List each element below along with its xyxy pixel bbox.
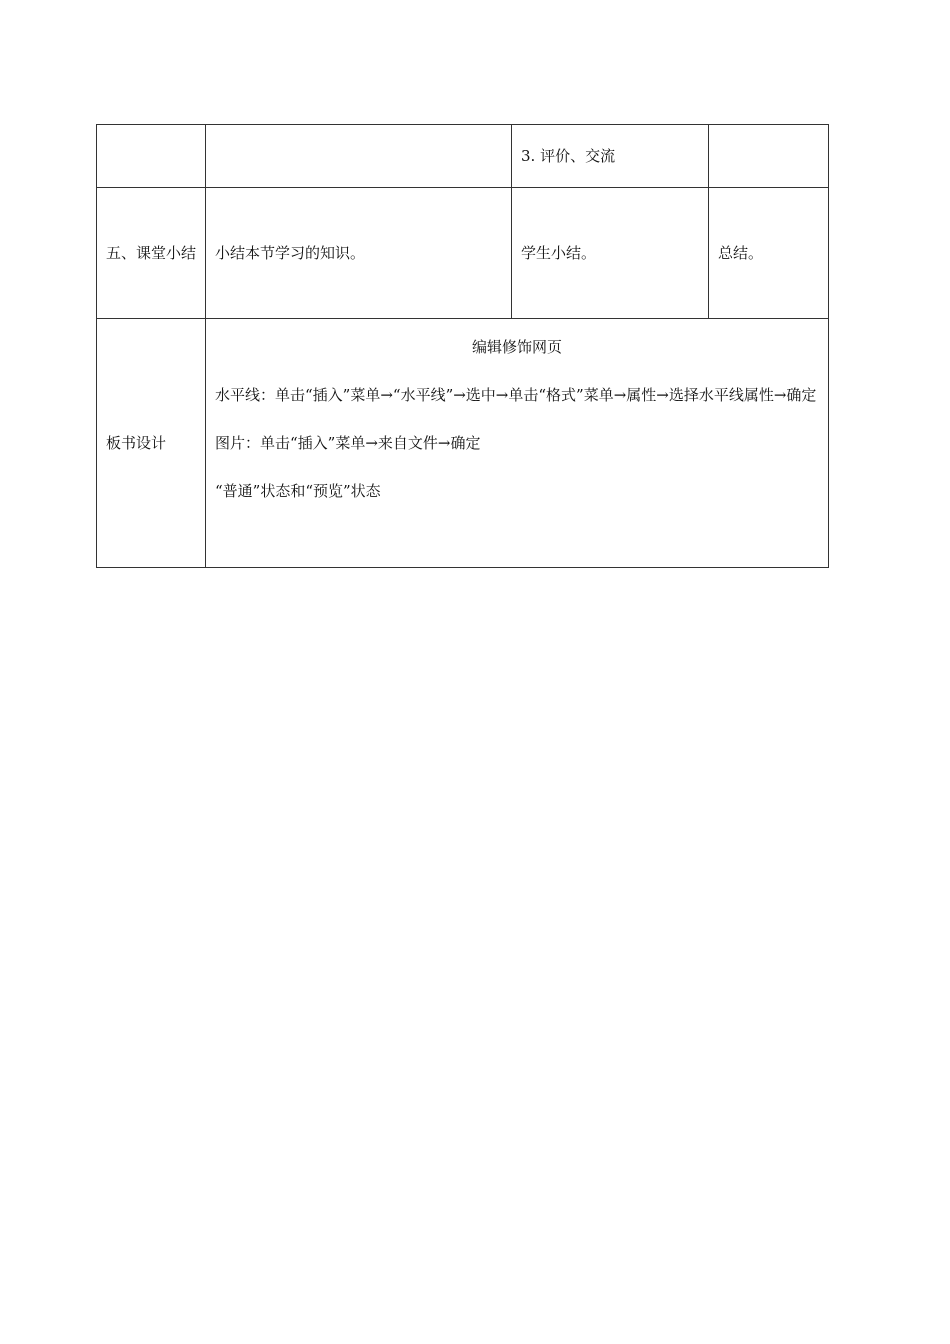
teacher-activity-cell	[206, 125, 512, 188]
board-design-content	[206, 319, 829, 568]
stage-cell	[97, 125, 206, 188]
board-line: “普通”状态和“预览”状态	[215, 482, 381, 500]
table-row	[97, 188, 829, 319]
student-activity-cell: 学生小结。	[512, 188, 709, 319]
table-row	[97, 125, 829, 188]
board-line: 水平线：单击“插入”菜单→“水平线”→选中→单击“格式”菜单→属性→选择水平线属性→确定	[215, 386, 817, 404]
design-intent-cell: 总结。	[709, 188, 829, 319]
design-intent-cell	[709, 125, 829, 188]
teacher-activity-cell: 小结本节学习的知识。	[206, 188, 512, 319]
board-title: 编辑修饰网页	[471, 338, 562, 356]
stage-cell: 五、课堂小结	[97, 188, 206, 319]
lesson-plan-table	[96, 124, 829, 568]
board-line: 图片：单击“插入”菜单→来自文件→确定	[215, 434, 481, 452]
student-activity-cell: 3. 评价、交流	[512, 125, 709, 188]
table-row	[97, 319, 829, 568]
board-design-label: 板书设计	[97, 319, 206, 568]
